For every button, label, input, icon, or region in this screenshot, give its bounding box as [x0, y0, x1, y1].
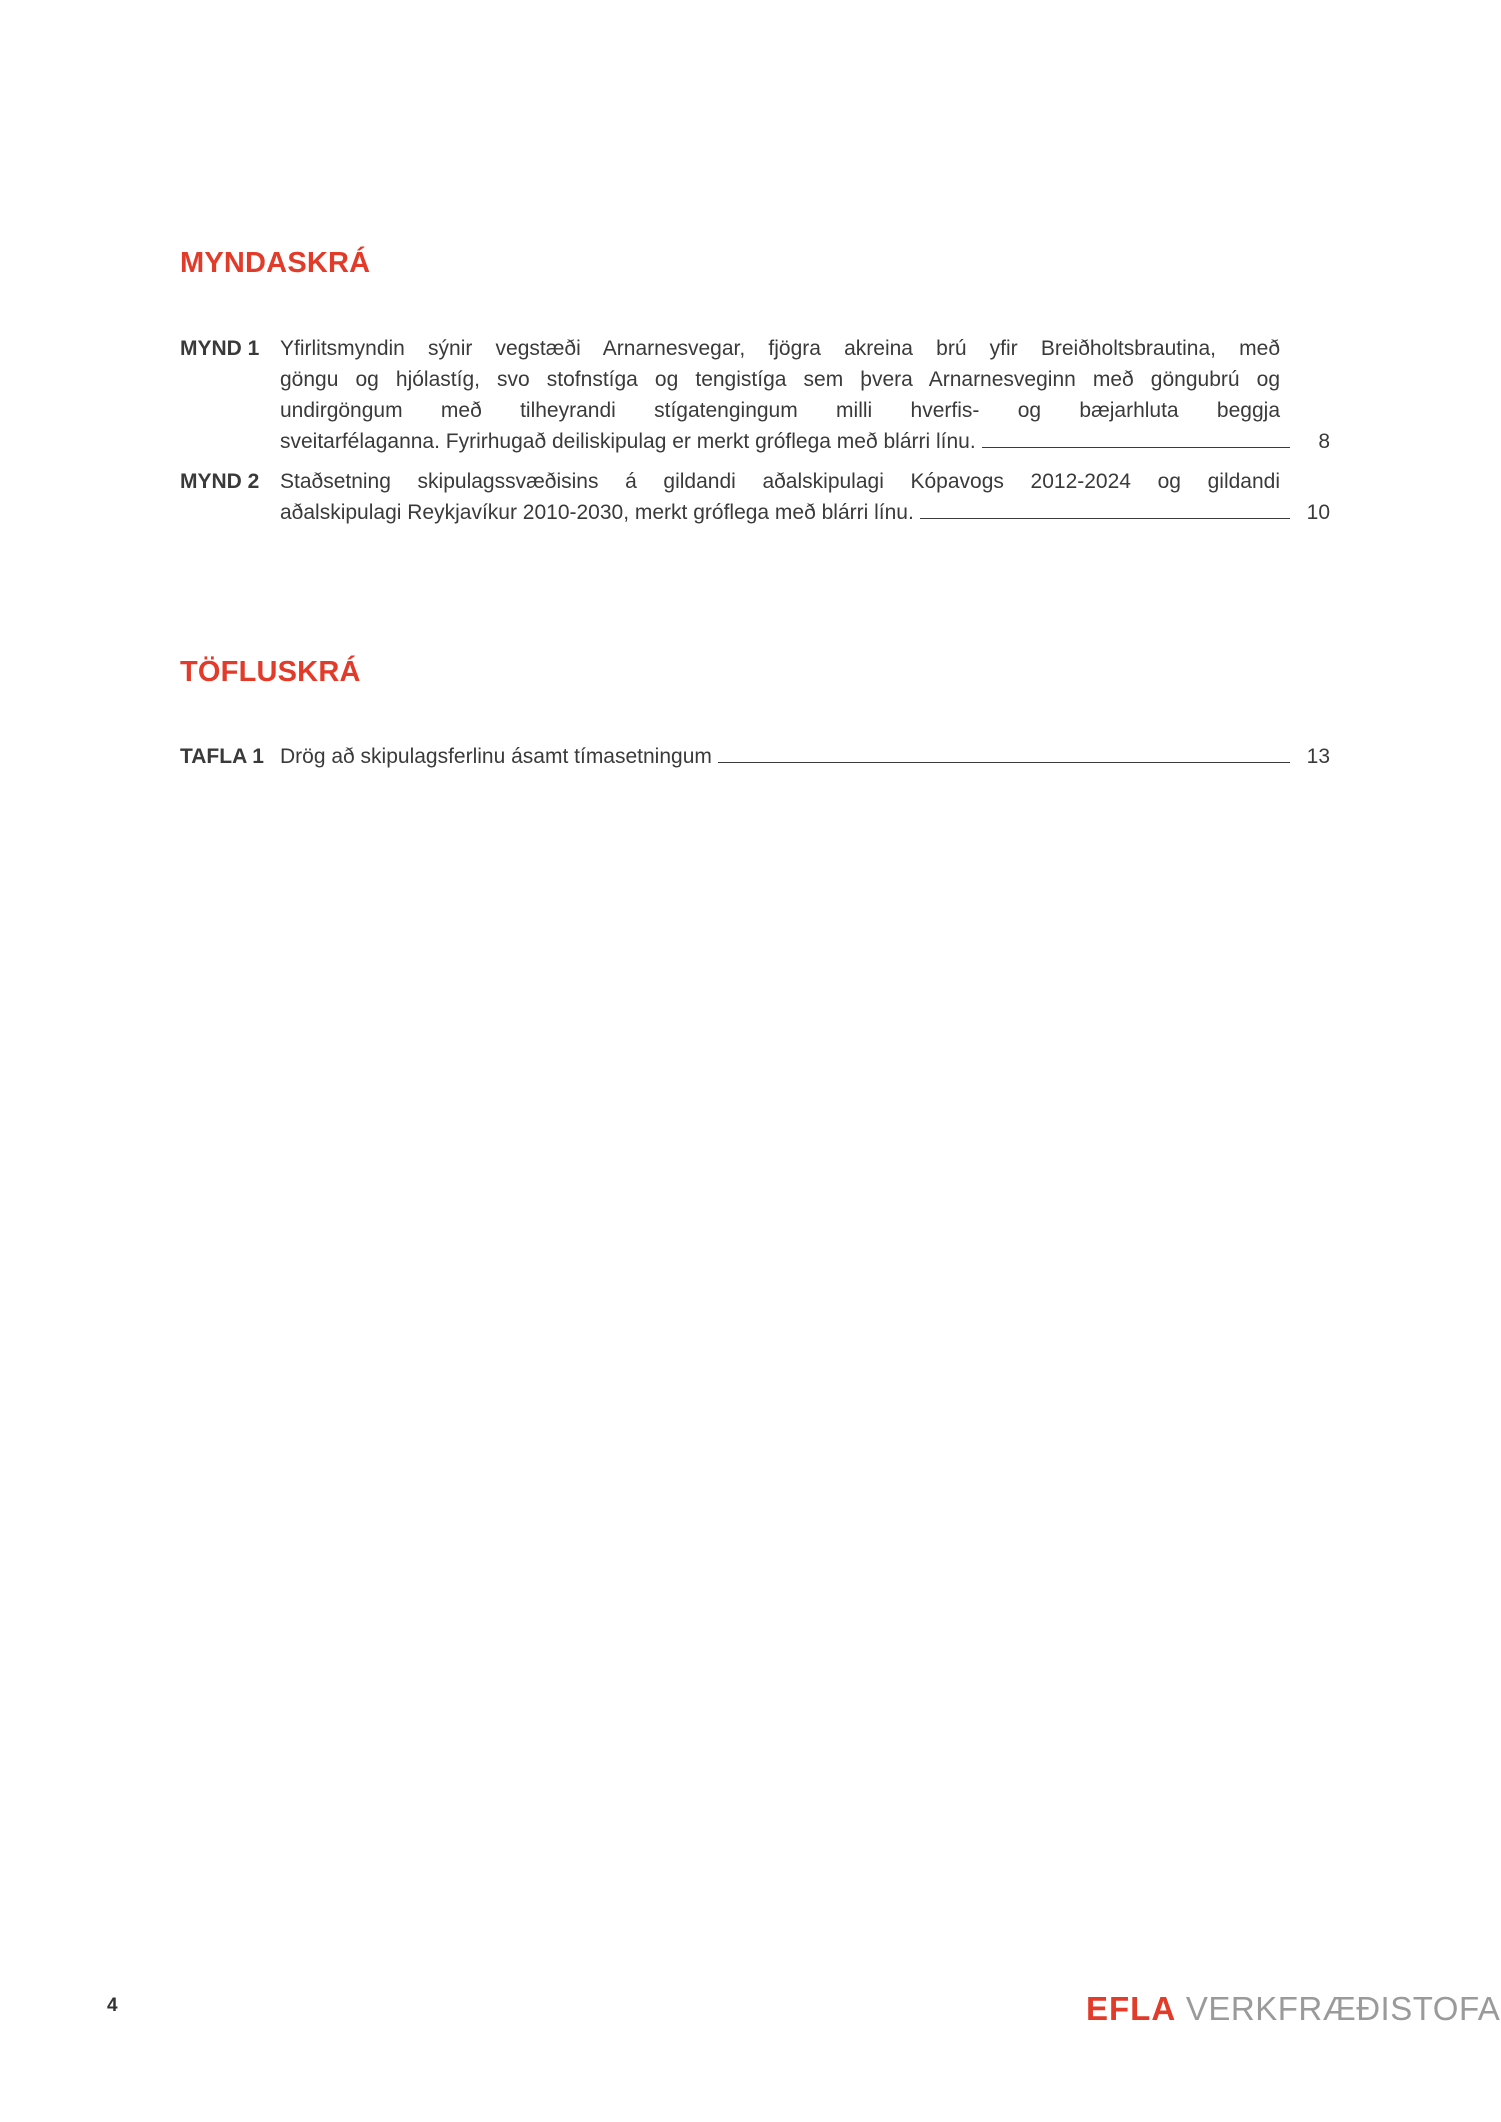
logo-subtitle: VERKFRÆÐISTOFA: [1185, 1990, 1501, 2027]
caption-line: undirgöngum með tilheyrandi stígatengingum milli hverfis- og bæjarhluta beggja: [280, 399, 1280, 422]
figures-heading: MYNDASKRÁ: [180, 247, 371, 279]
dot-leader: [718, 742, 1290, 763]
caption-line: Yfirlitsmyndin sýnir vegstæði Arnarnesvegar, fjögra akreina brú yfir Breiðholtsbrautina, með: [280, 337, 1280, 360]
caption-last-line: [280, 497, 1330, 528]
dot-leader: [982, 427, 1290, 448]
company-logo: [1086, 1990, 1500, 2028]
caption-last-line: [280, 426, 1330, 457]
figure-label: MYND 1: [180, 337, 260, 360]
caption-text: Drög að skipulagsferlinu ásamt tímasetningum: [280, 745, 712, 768]
dot-leader: [920, 498, 1290, 519]
table-entry-1[interactable]: [180, 741, 1330, 772]
tables-heading: TÖFLUSKRÁ: [180, 656, 361, 688]
figure-entry-2[interactable]: [180, 466, 1330, 528]
figure-label: MYND 2: [180, 470, 260, 493]
caption-line: Staðsetning skipulagssvæðisins á gildandi aðalskipulagi Kópavogs 2012-2024 og gildandi: [280, 470, 1280, 493]
page-number: 4: [107, 1995, 118, 2016]
caption-line: göngu og hjólastíg, svo stofnstíga og tengistíga sem þvera Arnarnesveginn með göngubrú og: [280, 368, 1280, 391]
caption-text: aðalskipulagi Reykjavíkur 2010-2030, merkt gróflega með blárri línu.: [280, 501, 914, 524]
page-reference: 13: [1306, 745, 1330, 768]
figure-entry-1[interactable]: [180, 333, 1330, 457]
figure-caption: [280, 466, 1330, 528]
figure-caption: [280, 333, 1330, 457]
caption-last-line: [280, 741, 1330, 772]
table-caption: [280, 741, 1330, 772]
page-reference: 10: [1306, 501, 1330, 524]
logo-brand: EFLA: [1086, 1990, 1177, 2027]
caption-text: sveitarfélaganna. Fyrirhugað deiliskipulag er merkt gróflega með blárri línu.: [280, 430, 976, 453]
page-reference: 8: [1318, 430, 1330, 453]
table-label: TAFLA 1: [180, 745, 264, 768]
